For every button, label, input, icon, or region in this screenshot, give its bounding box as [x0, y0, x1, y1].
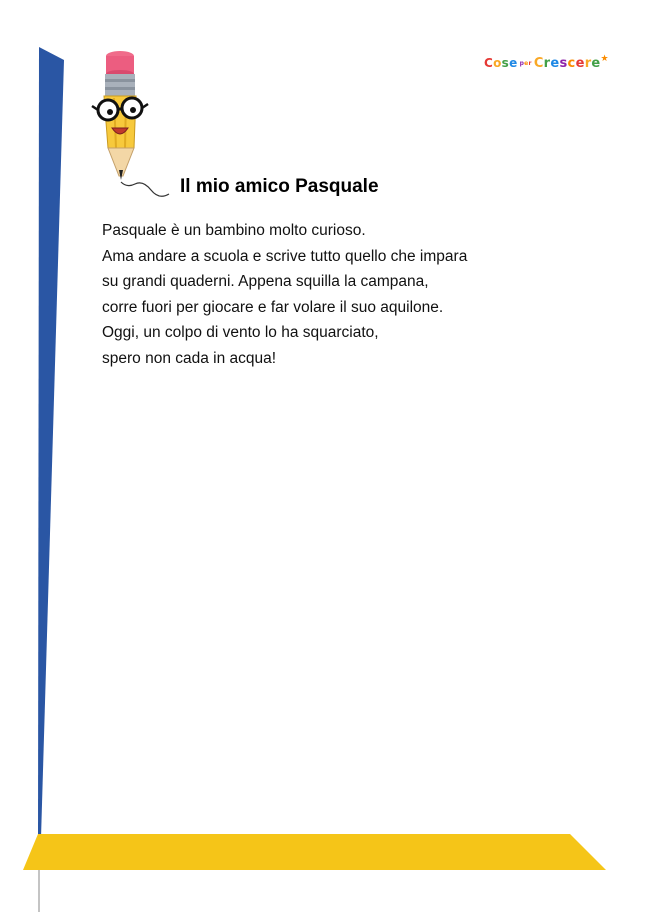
story-line: corre fuori per giocare e far volare il suo aquilone. — [102, 298, 444, 316]
yellow-bar-shape — [23, 834, 606, 870]
logo-letter: e — [524, 60, 529, 67]
logo-letter: C — [484, 56, 494, 70]
story-line: Oggi, un colpo di vento lo ha squarciato, — [102, 324, 379, 341]
cose-per-crescere-logo — [484, 52, 609, 71]
logo-letter: e — [575, 56, 585, 71]
story-line: Pasquale è un bambino molto curioso. — [102, 222, 366, 239]
story-line: Ama andare a scuola e scrive tutto quello che impara — [102, 247, 468, 265]
page-title: Il mio amico Pasquale — [180, 176, 379, 197]
logo-letter: o — [493, 56, 502, 70]
logo-letter: r — [584, 56, 592, 71]
logo-letter: s — [559, 56, 568, 71]
story-text — [102, 218, 467, 371]
pencil-mascot-icon — [78, 48, 178, 208]
logo-word-3 — [534, 56, 601, 71]
logo-letter: C — [533, 56, 544, 71]
story-line: spero non cada in acqua! — [102, 349, 277, 367]
story-line: su grandi quaderni. Appena squilla la campana, — [102, 273, 429, 290]
logo-letter: c — [567, 56, 576, 71]
logo-letter: e — [591, 56, 601, 71]
logo-word-1 — [484, 56, 518, 70]
logo-letter: e — [550, 56, 560, 71]
logo-word-2 — [520, 60, 532, 67]
logo-letter: r — [528, 60, 532, 67]
logo-letter: e — [509, 56, 518, 70]
logo-letter: r — [543, 56, 551, 71]
logo-letter: s — [501, 56, 510, 70]
logo-letter: p — [519, 60, 525, 67]
logo-star-icon: ★ — [600, 54, 609, 64]
